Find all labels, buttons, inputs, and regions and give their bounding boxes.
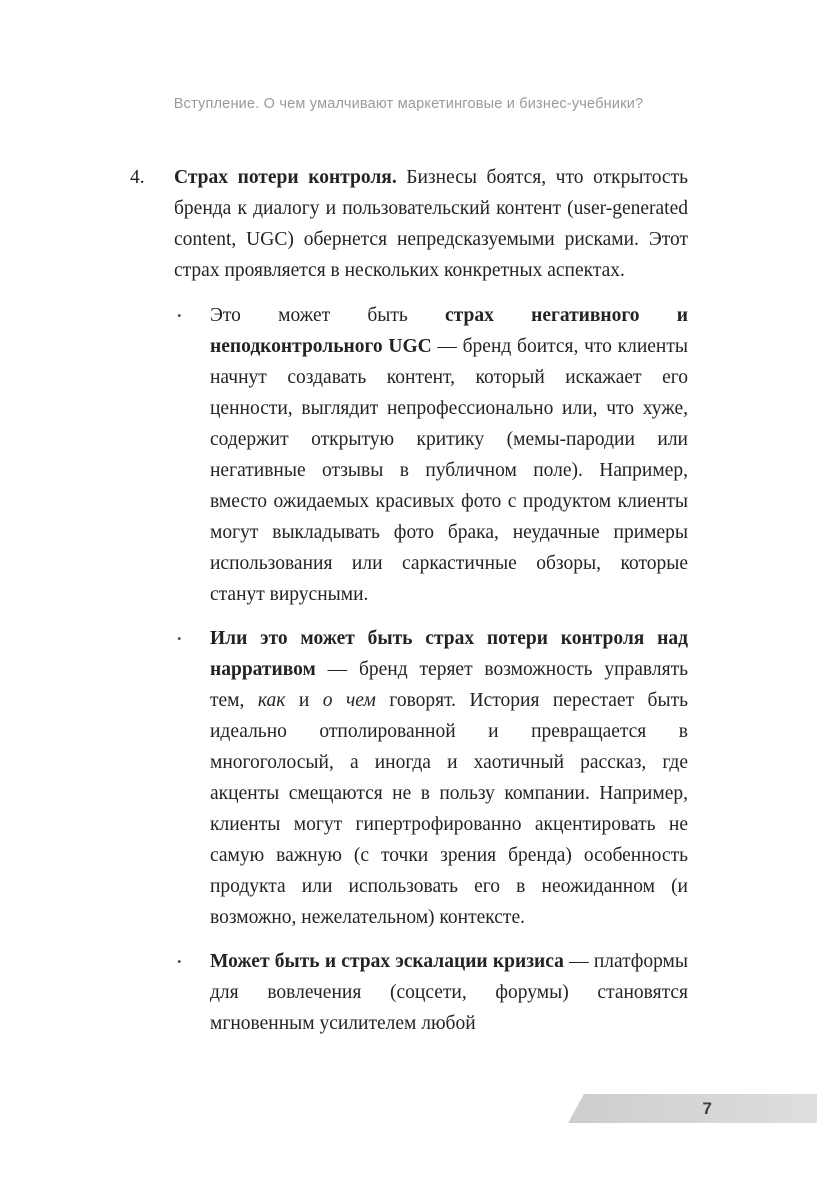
numbered-list-item [130,162,688,1039]
bullet-segment: Это может быть [210,305,446,326]
bullet-marker-icon: • [177,308,182,323]
page-footer [0,1094,817,1123]
item-lead-paragraph [174,162,688,286]
bullet-segment: Или это может быть страх потери контроля над нарративом [210,628,688,680]
bullet-segment: как [257,690,286,711]
bullet-segment: — платформы для вовлечения (соцсети, форумы) становятся мгновенным усилителем любой [210,951,688,1034]
item-lead-bold: Страх потери контроля. [174,167,397,188]
page-number: 7 [702,1099,712,1118]
bullet-text [210,300,688,610]
running-header: Вступление. О чем умалчивают маркетинговые и бизнес-учебники? [173,96,644,112]
bullet-segment: о чем [322,690,376,711]
page-content [130,162,688,1039]
bullet-text [210,623,688,933]
bullet-segment: — бренд боится, что клиенты начнут создавать контент, который искажает его ценности, выглядит непрофессионально или, что хуже, содержит открытую критику (мемы-пародии или негативные отзывы в публичном поле). Например, вместо ожидаемых красивых фото с продуктом клиенты могут выкладывать фото брака, неудачные примеры использования или саркастичные обзоры, которые станут вирусными. [210,336,688,605]
bullet-item [174,946,688,1039]
bullet-list [174,300,688,1039]
bullet-item [174,300,688,610]
list-item-body [174,162,688,1039]
footer-decorative-bar [568,1094,817,1123]
bullet-text [210,946,688,1039]
bullet-item [174,623,688,933]
bullet-marker-icon: • [177,631,182,646]
bullet-segment: — бренд теряет возможность управлять тем, [210,659,688,711]
bullet-segment: страх негативного и неподконтрольного UGC [210,305,688,357]
bullet-segment: Может быть и страх эскалации кризиса [210,951,564,972]
list-item-number: 4. [130,167,145,188]
bullet-segment: говорят. История перестает быть идеально отполированной и превращается в многоголосый, а иногда и хаотичный рассказ, где акценты смещаются не в пользу компании. Например, клиенты могут гипертрофированно акцентировать не самую важную (с точки зрения бренда) особенность продукта или использовать его в неожиданном (и возможно, нежелательном) контексте. [210,690,688,928]
bullet-segment: и [285,690,323,711]
item-lead-rest: Бизнесы боятся, что открытость бренда к диалогу и пользовательский контент (user-generated content, UGC) обернется непредсказуемыми рисками. Этот страх проявляется в нескольких конкретных аспектах. [174,167,688,281]
bullet-marker-icon: • [177,954,182,969]
